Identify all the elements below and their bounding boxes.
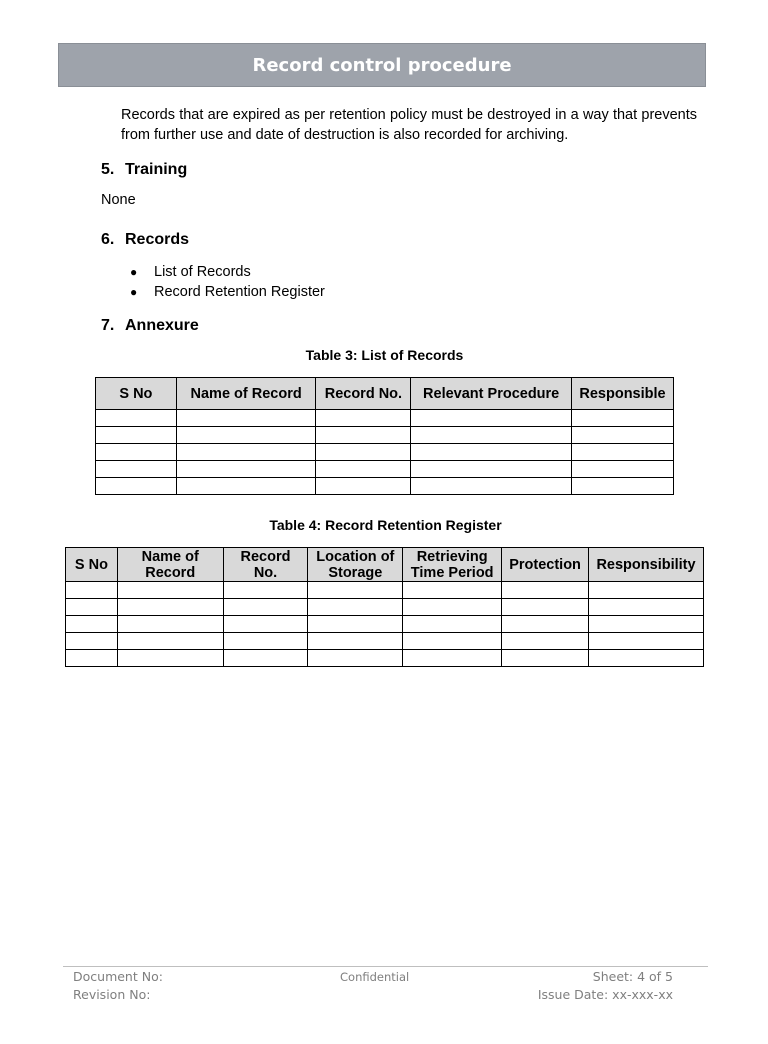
table-header-cell: S No xyxy=(96,378,177,410)
table-header-cell: Responsible xyxy=(572,378,674,410)
footer-revision-no: Revision No: xyxy=(73,987,151,1002)
section-title: Training xyxy=(125,161,188,178)
footer-document-no: Document No: xyxy=(73,969,163,984)
table-header-cell: Protection xyxy=(502,548,589,582)
section-title: Annexure xyxy=(125,317,199,334)
table-row xyxy=(66,650,704,667)
retention-paragraph: Records that are expired as per retention policy must be destroyed in a way that prevents from further use and date of destruction is also recorded for archiving. xyxy=(121,107,697,143)
section-annexure-heading xyxy=(101,317,199,335)
bullet-icon: ● xyxy=(130,285,138,299)
section-title: Records xyxy=(125,231,190,248)
table-row xyxy=(66,616,704,633)
table-row xyxy=(96,461,674,478)
section-records-heading xyxy=(101,231,189,249)
bullet-icon: ● xyxy=(130,265,138,279)
table-row xyxy=(66,599,704,616)
list-item: ● List of Records xyxy=(130,264,251,280)
table-row xyxy=(96,444,674,461)
footer-issue-date: Issue Date: xx-xxx-xx xyxy=(537,987,673,1002)
training-body: None xyxy=(101,192,136,208)
list-of-records-table xyxy=(95,377,674,495)
table-header-cell: S No xyxy=(66,548,118,582)
table-row xyxy=(66,582,704,599)
section-training-heading xyxy=(101,161,187,179)
table-header-cell: Record No. xyxy=(316,378,411,410)
table-row xyxy=(96,410,674,427)
section-number: 7. xyxy=(101,317,115,334)
table-header-cell: Retrieving Time Period xyxy=(403,548,502,582)
table-header-row xyxy=(66,548,704,582)
footer-sheet: Sheet: 4 of 5 xyxy=(592,969,673,984)
document-header xyxy=(58,43,706,87)
table4-caption: Table 4: Record Retention Register xyxy=(269,517,502,533)
footer-confidential: Confidential xyxy=(340,970,410,984)
table-row xyxy=(96,427,674,444)
table-header-cell: Responsibility xyxy=(589,548,704,582)
section-number: 5. xyxy=(101,161,115,178)
table-header-cell: Relevant Procedure xyxy=(411,378,572,410)
table-row xyxy=(66,633,704,650)
document-title: Record control procedure xyxy=(252,54,512,76)
table-header-cell: Record No. xyxy=(223,548,308,582)
records-list xyxy=(130,262,325,302)
section-number: 6. xyxy=(101,231,115,248)
table3-caption: Table 3: List of Records xyxy=(305,347,464,363)
table-header-row xyxy=(96,378,674,410)
table-header-cell: Name of Record xyxy=(176,378,316,410)
footer-divider xyxy=(63,966,708,967)
table-row xyxy=(96,478,674,495)
list-item: ● Record Retention Register xyxy=(130,284,325,300)
table-header-cell: Location of Storage xyxy=(308,548,403,582)
record-retention-register-table xyxy=(65,547,704,667)
table-header-cell: Name of Record xyxy=(117,548,223,582)
